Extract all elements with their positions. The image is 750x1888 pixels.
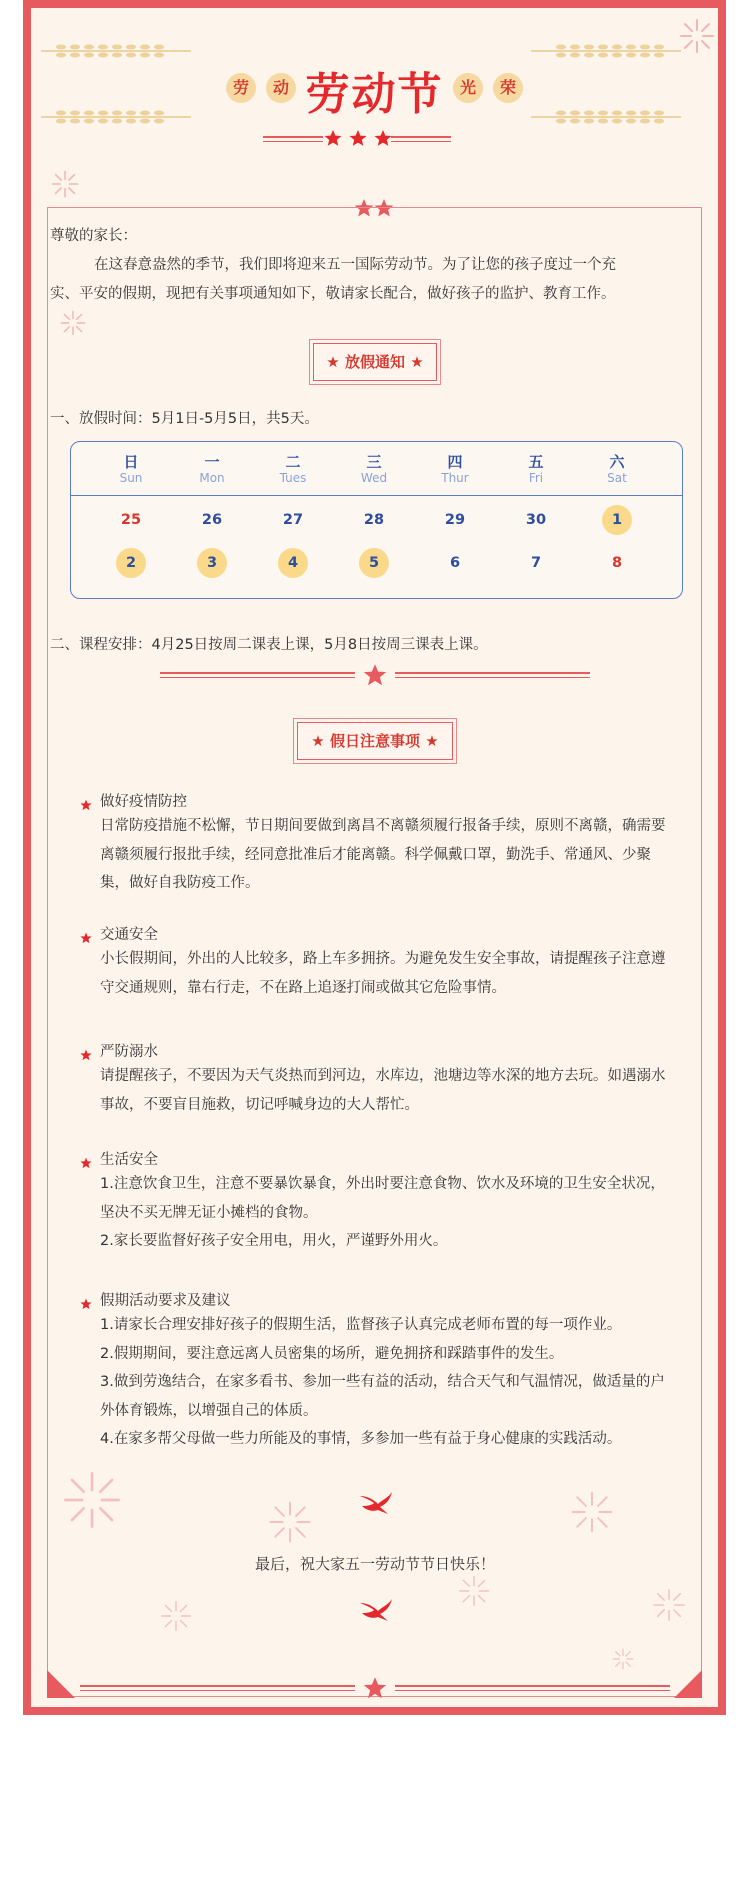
section-body	[100, 1062, 670, 1119]
holiday-date: 2	[116, 548, 146, 578]
section-title: 交通安全	[100, 927, 158, 943]
section-line: 1.请家长合理安排好孩子的假期生活，监督孩子认真完成老师布置的每一项作业。	[100, 1317, 622, 1333]
firework-icon	[652, 1588, 686, 1622]
calendar-date: 7	[530, 555, 542, 571]
bottom-divider-left-thin	[80, 1690, 355, 1691]
firework-icon	[62, 1470, 122, 1530]
bottom-divider-right	[395, 1685, 670, 1687]
firework-icon	[570, 1490, 614, 1534]
firework-icon	[51, 170, 79, 198]
title-divider-right	[391, 136, 451, 138]
title-circle-char-3: 光	[453, 73, 483, 103]
title-divider-left-thin	[263, 141, 323, 142]
weekday-en-label: Fri	[528, 471, 544, 485]
swallow-icon	[358, 1597, 394, 1623]
holiday-date: 5	[359, 548, 389, 578]
calendar-date: 27	[282, 512, 304, 528]
title-divider-right-thin	[391, 141, 451, 142]
star-icon: ★	[410, 353, 424, 371]
calendar-date: 8	[611, 555, 623, 571]
badge-holiday-label: 放假通知	[344, 353, 405, 371]
title-circle-char-4: 荣	[493, 73, 523, 103]
section-body	[100, 1170, 670, 1256]
weekday-label: 四	[447, 453, 463, 471]
holiday-date: 1	[602, 505, 632, 535]
closing-message: 最后，祝大家五一劳动节节日快乐！	[254, 1555, 495, 1573]
section-line: 2.家长要监督好孩子安全用电，用火，严谨野外用火。	[100, 1233, 448, 1249]
weekday-label: 二	[285, 453, 301, 471]
title-divider-left	[263, 136, 323, 138]
weekday-en-label: Mon	[199, 471, 225, 485]
calendar-date: 26	[201, 512, 223, 528]
title-circle-char-2: 动	[266, 73, 296, 103]
intro-paragraph: 在这春意盎然的季节，我们即将迎来五一国际劳动节。为了让您的孩子度过一个充实、平安的假期，现把有关事项通知如下，敬请家长配合，做好孩子的监护、教育工作。	[50, 257, 616, 302]
divider-line-right	[395, 672, 590, 674]
weekday-label: 一	[204, 453, 220, 471]
holiday-date: 4	[278, 548, 308, 578]
badge-holiday-notice	[313, 343, 437, 381]
greeting: 尊敬的家长：	[50, 228, 137, 244]
calendar-date: 6	[449, 555, 461, 571]
weekday-en-label: Tues	[279, 471, 307, 485]
bottom-star-icon	[363, 1676, 387, 1700]
star-icon: ★	[326, 353, 340, 371]
section-title: 严防溺水	[100, 1044, 158, 1060]
firework-icon	[679, 18, 715, 54]
title-row	[31, 58, 718, 118]
divider-line-right-thin	[395, 677, 590, 678]
weekday-label: 三	[366, 453, 382, 471]
section-title: 生活安全	[100, 1152, 158, 1168]
section-body	[100, 812, 670, 898]
course-schedule: 二、课程安排：4月25日按周二课表上课，5月8日按周三课表上课。	[50, 637, 488, 653]
firework-icon	[160, 1600, 192, 1632]
section-line: 1.注意饮食卫生，注意不要暴饮暴食，外出时要注意食物、饮水及环境的卫生安全状况，坚决不买无牌无证小摊档的食物。	[100, 1176, 665, 1221]
section-body	[100, 945, 670, 1002]
firework-icon	[268, 1500, 312, 1544]
title-circle-char-1: 劳	[226, 73, 256, 103]
section-title: 假期活动要求及建议	[100, 1293, 231, 1309]
corner-decoration-left	[47, 1670, 75, 1698]
divider-star-icon	[363, 663, 387, 687]
section-body	[100, 1311, 670, 1454]
weekday-en-label: Sun	[119, 471, 143, 485]
star-bullet-icon	[80, 1046, 92, 1058]
star-icon: ★	[311, 732, 325, 750]
divider-line-left-thin	[160, 677, 355, 678]
section-line: 2.假期期间，要注意远离人员密集的场所，避免拥挤和踩踏事件的发生。	[100, 1345, 564, 1362]
weekday-en-label: Sat	[607, 471, 627, 485]
weekday-label: 五	[528, 453, 544, 471]
calendar-date: 29	[444, 512, 466, 528]
title-stars-icon	[323, 128, 393, 148]
star-bullet-icon	[80, 796, 92, 808]
star-bullet-icon	[80, 1154, 92, 1166]
weekday-label: 日	[123, 453, 139, 471]
badge-holiday-precautions	[297, 722, 453, 760]
section-line: 4.在家多帮父母做一些力所能及的事情，多参加一些有益于身心健康的实践活动。	[100, 1431, 622, 1447]
page-title: 劳动节	[305, 69, 444, 120]
corner-decoration-right	[674, 1670, 702, 1698]
weekday-label: 六	[609, 453, 625, 471]
section-line: 小长假期间，外出的人比较多，路上车多拥挤。为避免发生安全事故，请提醒孩子注意遵守交通规则，靠右行走，不在路上追逐打闹或做其它危险事情。	[100, 951, 666, 996]
swallow-icon	[358, 1490, 394, 1516]
section-title: 做好疫情防控	[100, 794, 187, 810]
star-icon: ★	[425, 732, 439, 750]
star-bullet-icon	[80, 1295, 92, 1307]
star-bullet-icon	[80, 929, 92, 941]
bottom-divider-left	[80, 1685, 355, 1687]
section-line: 请提醒孩子，不要因为天气炎热而到河边，水库边，池塘边等水深的地方去玩。如遇溺水事故，不要盲目施救，切记呼喊身边的大人帮忙。	[100, 1068, 666, 1113]
bottom-divider-right-thin	[395, 1690, 670, 1691]
holiday-time: 一、放假时间：5月1日-5月5日，共5天。	[50, 411, 319, 427]
calendar-date: 30	[525, 512, 547, 528]
calendar-date: 25	[120, 512, 142, 528]
weekday-en-label: Thur	[441, 471, 469, 485]
section-line: 日常防疫措施不松懈，节日期间要做到离昌不离赣须履行报备手续，原则不离赣，确需要离赣须履行报批手续，经同意批准后才能离赣。科学佩戴口罩，勤洗手、常通风、少聚集，做好自我防疫工作。	[100, 818, 666, 891]
holiday-date: 3	[197, 548, 227, 578]
section-line: 3.做到劳逸结合，在家多看书、参加一些有益的活动，结合天气和气温情况，做适量的户外体育锻炼，以增强自己的体质。	[100, 1374, 665, 1419]
firework-icon	[60, 310, 86, 336]
firework-icon	[612, 1648, 634, 1670]
badge-precautions-label: 假日注意事项	[329, 732, 420, 750]
divider-line-left	[160, 672, 355, 674]
weekday-en-label: Wed	[360, 471, 388, 485]
firework-icon	[458, 1575, 490, 1607]
calendar-date: 28	[363, 512, 385, 528]
